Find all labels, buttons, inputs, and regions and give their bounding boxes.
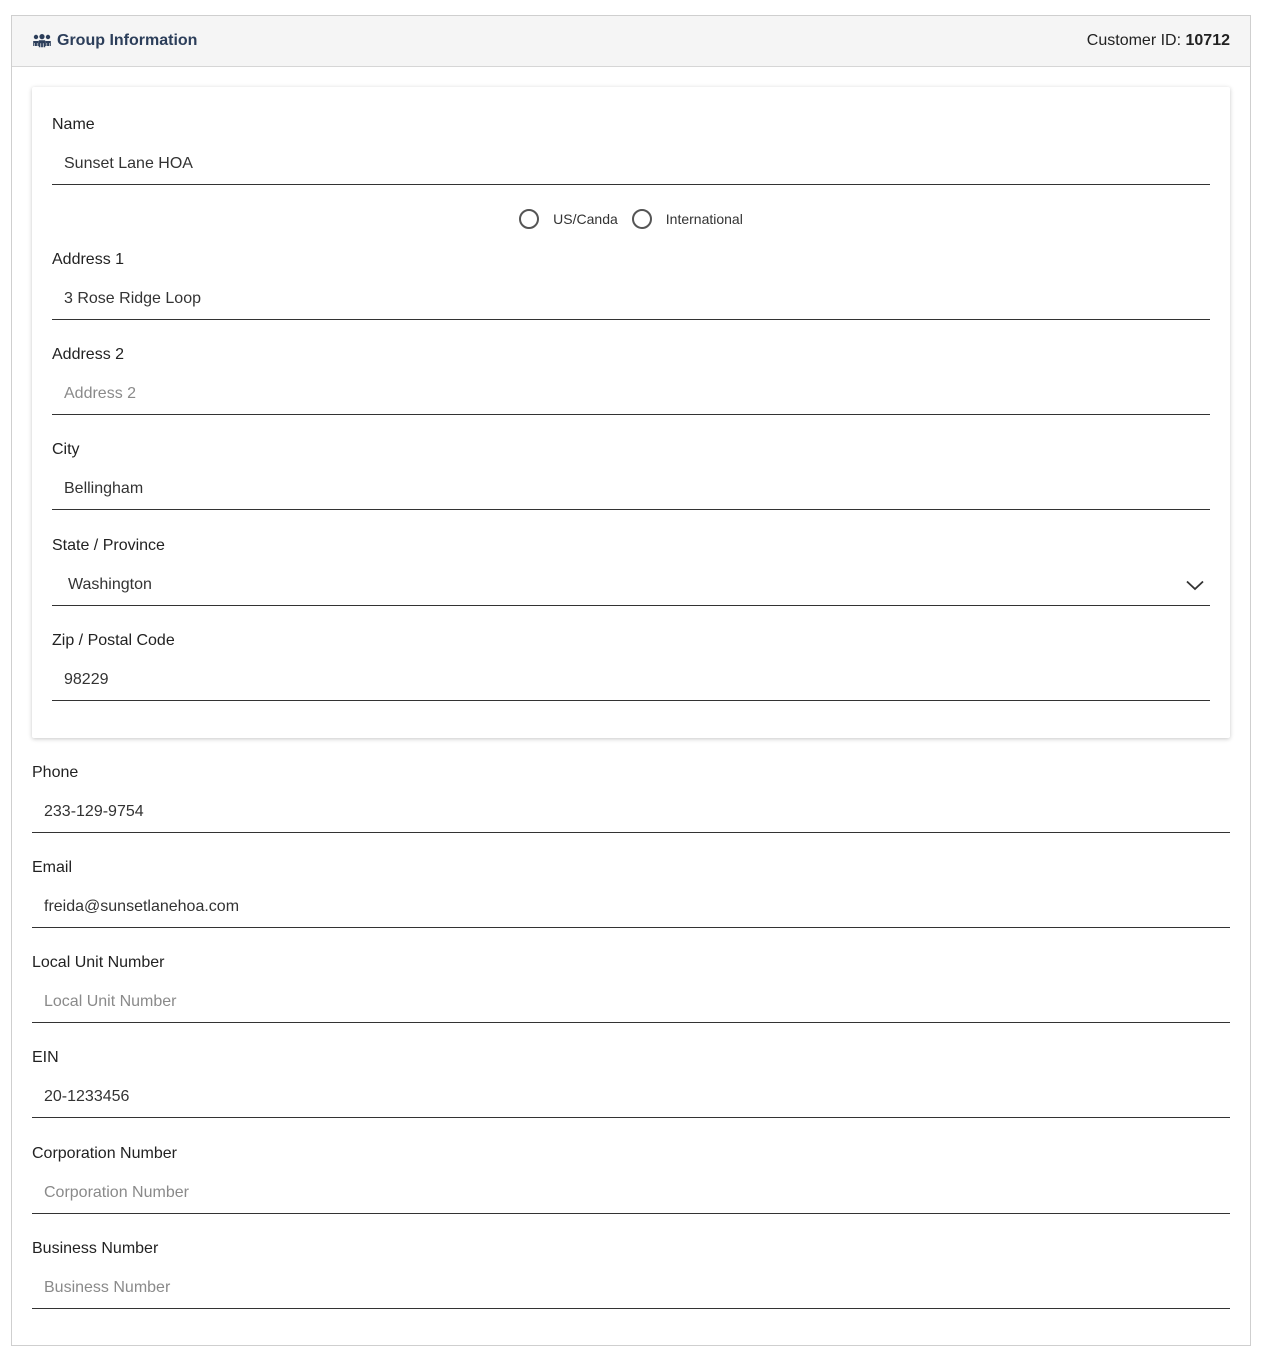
city-input[interactable] (52, 469, 1210, 510)
phone-field (32, 762, 1230, 833)
name-field (52, 114, 1210, 185)
local-unit-input[interactable] (32, 982, 1230, 1023)
panel-title (32, 32, 197, 50)
address1-input[interactable] (52, 279, 1210, 320)
business-number-label: Business Number (32, 1240, 159, 1257)
radio-international-label: International (665, 211, 743, 227)
address2-input[interactable] (52, 374, 1210, 415)
state-label: State / Province (52, 537, 165, 554)
phone-label: Phone (32, 764, 79, 781)
panel-header (12, 16, 1250, 67)
address2-label: Address 2 (52, 346, 125, 363)
email-label: Email (32, 859, 73, 876)
name-label: Name (52, 116, 95, 133)
zip-input[interactable] (52, 660, 1210, 701)
users-icon (32, 34, 52, 48)
ein-label: EIN (32, 1049, 59, 1066)
business-number-input[interactable] (32, 1268, 1230, 1309)
state-field (52, 535, 1210, 606)
ein-field (32, 1047, 1230, 1118)
radio-circle-icon[interactable] (632, 209, 652, 229)
state-select-value: Washington (68, 576, 152, 593)
panel-title-text: Group Information (57, 32, 198, 49)
ein-input[interactable] (32, 1077, 1230, 1118)
address1-label: Address 1 (52, 251, 125, 268)
state-select[interactable] (52, 565, 1210, 606)
email-input[interactable] (32, 887, 1230, 928)
city-field (52, 439, 1210, 510)
address1-field (52, 249, 1210, 320)
local-unit-label: Local Unit Number (32, 954, 165, 971)
chevron-down-icon (1186, 580, 1204, 591)
address-card (32, 87, 1230, 738)
local-unit-field (32, 952, 1230, 1023)
email-field (32, 857, 1230, 928)
zip-label: Zip / Postal Code (52, 632, 175, 649)
zip-field (52, 630, 1210, 701)
customer-id-value: 10712 (1185, 32, 1230, 49)
radio-circle-icon[interactable] (519, 209, 539, 229)
phone-input[interactable] (32, 792, 1230, 833)
customer-id-label: Customer ID: (1086, 32, 1182, 49)
group-information-panel (11, 15, 1251, 1346)
customer-id (1087, 32, 1230, 50)
business-number-field (32, 1238, 1230, 1309)
corporation-number-input[interactable] (32, 1173, 1230, 1214)
region-radio-group (32, 209, 1230, 229)
city-label: City (52, 441, 80, 458)
address2-field (52, 344, 1210, 415)
corporation-number-label: Corporation Number (32, 1145, 177, 1162)
radio-international[interactable] (632, 209, 743, 229)
corporation-number-field (32, 1143, 1230, 1214)
radio-us-canada-label: US/Canda (553, 211, 618, 227)
name-input[interactable] (52, 144, 1210, 185)
radio-us-canada[interactable] (519, 209, 618, 229)
